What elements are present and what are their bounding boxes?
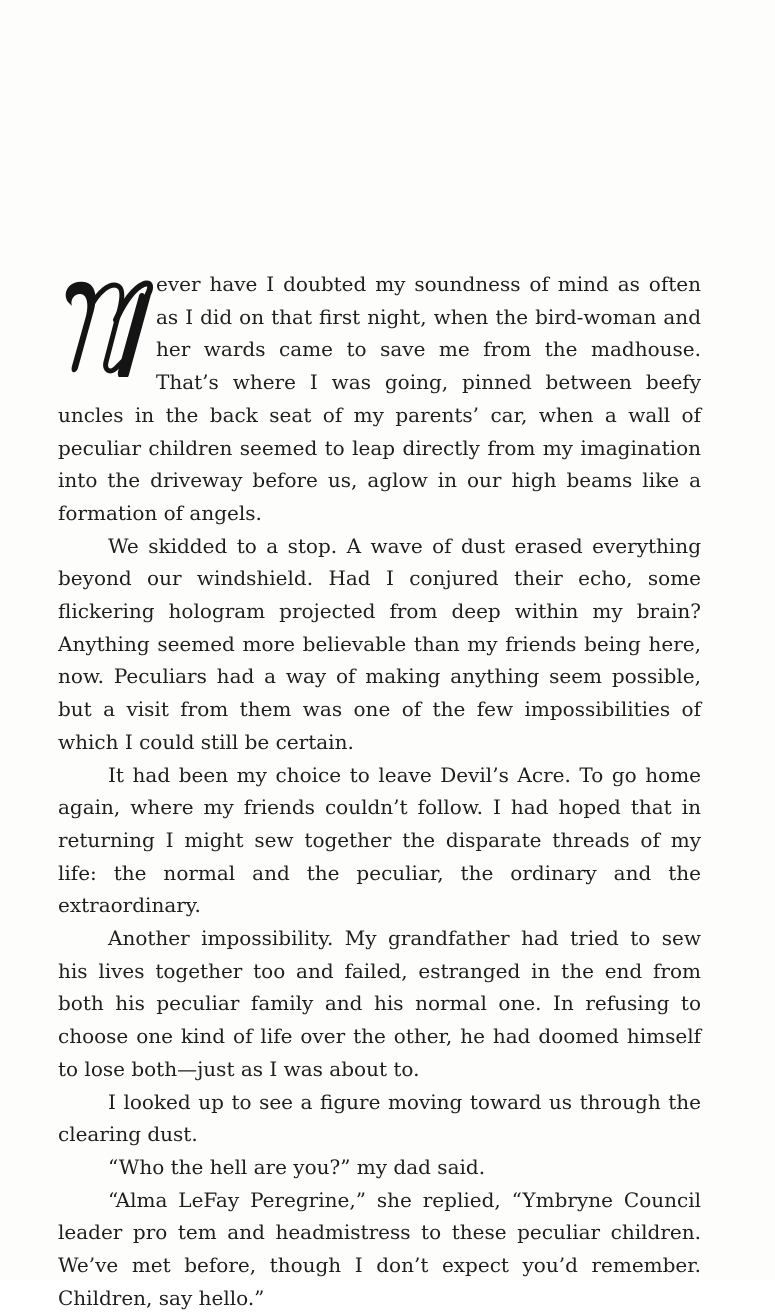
paragraph-5: I looked up to see a figure moving toward us through the clearing dust. xyxy=(58,1089,701,1147)
paragraph-1 xyxy=(58,268,701,530)
drop-cap-letter xyxy=(54,272,156,377)
paragraph-1-text: ever have I doubted my soundness of mind as often as I did on that first night, when the bird-woman and her wards came to save me from the madhouse. That’s where I was going, pinned between beefy uncles in the back seat of my parents’ car, when a wall of peculiar children seemed to leap directly from my imagination into the driveway before us, aglow in our high beams like a formation of angels. xyxy=(58,272,701,525)
paragraph-6: “Who the hell are you?” my dad said. xyxy=(108,1154,486,1179)
paragraph-7: “Alma LeFay Peregrine,” she replied, “Ymbryne Council leader pro tem and headmistress to these peculiar children. We’ve met before, though I don’t expect you’d remember. Children, say hello.” xyxy=(58,1187,701,1310)
chapter-text xyxy=(58,268,701,1315)
paragraph-3: It had been my choice to leave Devil’s Acre. To go home again, where my friends couldn’t follow. I had hoped that in returning I might sew together the disparate threads of my life: the normal and the peculiar, the ordinary and the extraordinary. xyxy=(58,762,701,918)
paragraph-4: Another impossibility. My grandfather had tried to sew his lives together too and failed, estranged in the end from both his peculiar family and his normal one. In refusing to choose one kind of life over the other, he had doomed himself to lose both—just as I was about to. xyxy=(58,926,701,1081)
paragraph-2: We skidded to a stop. A wave of dust erased everything beyond our windshield. Had I conjured their echo, some flickering hologram projected from deep within my brain? Anything seemed more believable than my friends being here, now. Peculiars had a way of making anything seem possible, but a visit from them was one of the few impossibilities of which I could still be certain. xyxy=(58,533,701,754)
